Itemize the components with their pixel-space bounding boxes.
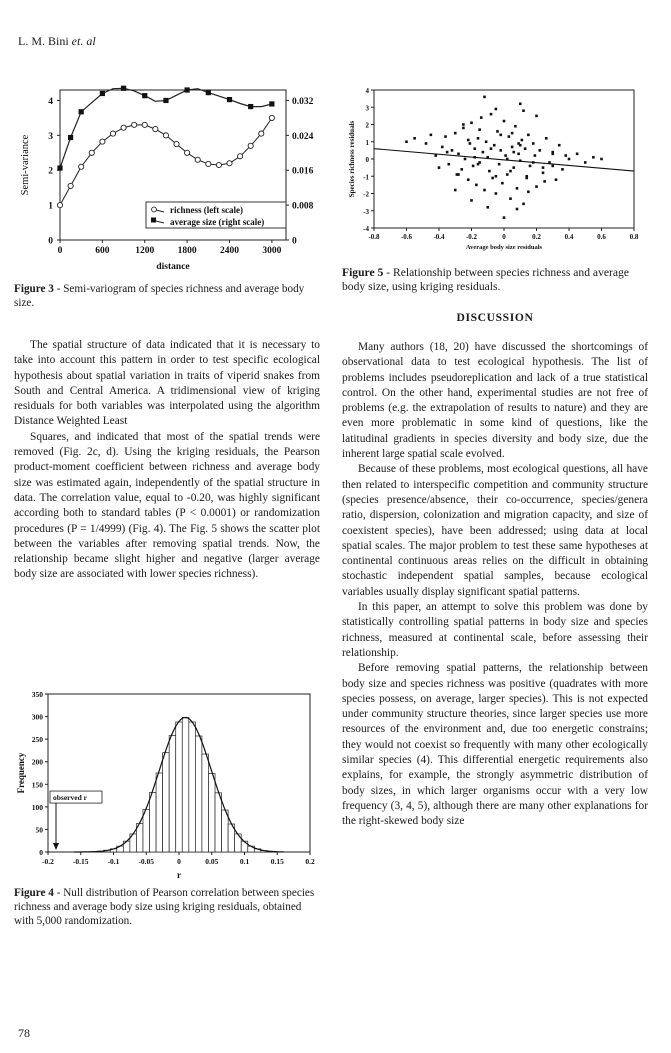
fig5-x-tick-label: 0.6 [597, 233, 606, 241]
fig5-point [457, 153, 460, 156]
fig5-y-tick-label: 2 [365, 121, 369, 130]
fig3-legend-richness-marker [152, 207, 157, 212]
fig3-x-tick-label: 1200 [135, 246, 155, 256]
fig5-point [495, 108, 498, 111]
fig5-point [511, 146, 514, 149]
fig5-y-tick-label: -3 [363, 207, 369, 216]
fig5-point [514, 125, 517, 128]
fig5-point [460, 168, 463, 171]
fig3-size-point [100, 91, 105, 96]
fig4-annotation-label: observed r [53, 793, 87, 803]
fig5-point [467, 178, 470, 181]
fig5-point [441, 146, 444, 149]
fig4-x-tick-label: -0.05 [138, 857, 155, 866]
fig3-richness-point [163, 133, 168, 138]
fig5-point [501, 182, 504, 185]
fig5-point [470, 199, 473, 202]
fig5-point [512, 151, 515, 154]
fig4-bar [156, 773, 163, 852]
fig4-bar [241, 841, 248, 852]
fig5-point [454, 132, 457, 135]
fig5-point [555, 178, 558, 181]
figure-5-scatter [340, 82, 650, 262]
fig5-x-tick-label: 0.8 [629, 233, 639, 241]
fig5-point [483, 189, 486, 192]
fig5-point [551, 165, 554, 168]
figure-5-caption-text: - Relationship between species richness and average body size, using kriging residuals. [342, 266, 629, 293]
fig3-richness-point [259, 131, 264, 136]
fig3-size-point [269, 101, 274, 106]
fig5-point [482, 151, 485, 154]
fig5-point [525, 177, 528, 180]
fig5-x-axis-label: Average body size residuals [465, 244, 543, 251]
right-column-text [342, 340, 648, 830]
fig5-point [517, 153, 520, 156]
fig5-point [521, 139, 524, 142]
fig5-point [561, 168, 564, 171]
fig5-point [568, 158, 571, 161]
fig3-x-tick-label: 0 [57, 246, 63, 256]
fig5-point [576, 153, 579, 156]
fig5-point [503, 120, 506, 123]
running-head [18, 34, 96, 49]
fig5-point [496, 130, 499, 133]
fig5-x-tick-label: 0.2 [532, 233, 541, 241]
fig5-y-tick-label: -1 [363, 173, 369, 182]
page-number: 78 [18, 1026, 30, 1040]
fig5-point [470, 121, 473, 124]
fig5-y-tick-label: 3 [365, 104, 369, 113]
fig5-point [475, 184, 478, 187]
fig4-y-tick-label: 0 [39, 848, 43, 857]
fig5-point [564, 154, 567, 157]
fig5-point [483, 96, 486, 99]
fig5-plot-frame [374, 90, 634, 228]
fig5-point [551, 153, 554, 156]
fig4-x-axis-label: r [177, 870, 181, 880]
fig5-point [477, 137, 480, 140]
fig5-point [511, 132, 514, 135]
figure-3-caption-label: Figure 3 [14, 283, 54, 295]
fig3-richness-point [248, 143, 253, 148]
fig3-richness-line [60, 118, 272, 205]
fig3-left-tick-label: 4 [48, 96, 53, 107]
fig4-bar [189, 722, 196, 852]
fig5-point [600, 158, 603, 161]
fig5-point [447, 163, 450, 166]
fig5-point [538, 149, 541, 152]
fig3-richness-point [174, 141, 179, 146]
fig5-point [508, 135, 511, 138]
right-paragraph-3: In this paper, an attempt to solve this problem was done by statistically controlling spatial patterns in body size and species richness, measured at continental scale, before assessing their relationship. [342, 601, 648, 659]
fig5-point [446, 151, 449, 154]
fig5-x-tick-label: -0.6 [400, 233, 413, 241]
fig3-size-point [248, 104, 253, 109]
fig5-point [478, 128, 481, 131]
fig5-point [522, 203, 525, 206]
figure-5-caption [342, 266, 648, 294]
fig5-point [491, 177, 494, 180]
fig5-point [490, 147, 493, 150]
figure-4-histogram [14, 686, 324, 886]
fig3-richness-point [237, 154, 242, 159]
fig3-right-tick-label: 0.032 [292, 96, 314, 107]
fig3-x-tick-label: 3000 [262, 246, 282, 256]
fig4-bar [176, 722, 183, 852]
fig4-x-tick-label: -0.2 [42, 857, 54, 866]
fig4-bar [182, 717, 189, 852]
fig5-point [430, 134, 433, 137]
fig5-point [405, 140, 408, 143]
fig3-richness-point [227, 161, 232, 166]
fig3-x-tick-label: 2400 [220, 246, 239, 256]
fig5-y-tick-label: 0 [365, 156, 369, 164]
fig3-size-point [142, 93, 147, 98]
fig5-point [425, 142, 428, 145]
running-head-authors: L. M. Bini [18, 34, 69, 48]
fig5-point [473, 147, 476, 150]
fig5-x-tick-label: -0.2 [465, 233, 478, 241]
fig5-point [488, 170, 491, 173]
fig5-point [519, 144, 522, 147]
fig5-point [558, 144, 561, 147]
fig3-richness-point [57, 203, 62, 208]
fig3-richness-point [79, 164, 84, 169]
fig5-point [486, 206, 489, 209]
fig3-richness-point [216, 162, 221, 167]
fig5-y-tick-label: -2 [363, 190, 369, 199]
fig5-point [480, 116, 483, 119]
fig3-right-tick-label: 0.024 [292, 131, 314, 142]
fig3-size-point [206, 90, 211, 95]
fig5-point [444, 135, 447, 138]
fig5-point [457, 173, 460, 176]
fig5-point [495, 175, 498, 178]
fig4-y-tick-label: 100 [31, 802, 43, 812]
fig5-point [493, 144, 496, 147]
fig5-x-tick-label: 0 [502, 233, 506, 241]
fig4-x-tick-label: 0.2 [305, 857, 315, 866]
fig4-y-axis-label: Frequency [16, 752, 26, 794]
fig4-y-tick-label: 300 [31, 712, 43, 722]
fig3-left-tick-label: 1 [48, 201, 53, 212]
fig3-size-point [185, 87, 190, 92]
fig5-point [516, 187, 519, 190]
fig4-bar [143, 810, 150, 852]
left-paragraph-1: The spatial structure of data indicated that it is necessary to take into account this pattern in order to test specific ecological hypothesis about spatial variation in traits of viperid snakes from South and Central America. A tridimensional view of kriging residuals for both variables was interpolated using the algorithm Distance Weighted Least [14, 339, 320, 428]
figure-4-caption-label: Figure 4 [14, 887, 54, 899]
fig5-point [543, 180, 546, 183]
fig5-x-tick-label: -0.4 [433, 233, 445, 241]
fig3-size-point [227, 97, 232, 102]
fig5-point [462, 123, 465, 126]
figure-3-caption-text: - Semi-variogram of species richness and average body size. [14, 283, 305, 309]
fig3-right-tick-label: 0.008 [292, 201, 314, 212]
fig5-point [467, 139, 470, 142]
fig3-richness-point [110, 131, 115, 136]
fig3-size-point [163, 98, 168, 103]
fig4-x-tick-label: 0.05 [205, 857, 219, 866]
fig3-left-tick-label: 3 [48, 131, 53, 142]
fig5-point [522, 109, 525, 112]
fig5-point [534, 154, 537, 157]
fig5-point [527, 134, 530, 137]
fig3-richness-point [121, 125, 126, 130]
fig5-x-tick-label: 0.4 [564, 233, 574, 241]
fig5-y-tick-label: 1 [365, 138, 369, 147]
right-paragraph-1: Many authors (18, 20) have discussed the shortcomings of observational data to test ecological hypothesis. The list of problems includes pseudoreplication and lack of a true statistical control. On the other hand, experimental studies are not free of problems (e.g. the extrapolation of results to nature) and they are even more problematic in some kind of questions, like the latitudinal gradients in species diversity and body size, due the inherent large spatial scale evolved. [342, 341, 648, 461]
fig3-size-point [121, 86, 126, 91]
fig5-point [495, 192, 498, 195]
fig4-bar [150, 792, 157, 852]
fig3-size-point [68, 135, 73, 140]
fig4-y-tick-label: 200 [31, 757, 43, 767]
fig5-point [516, 208, 519, 211]
fig4-bar [169, 736, 176, 852]
fig5-point [485, 140, 488, 143]
right-paragraph-4: Before removing spatial patterns, the relationship between body size and species richness was positive (quadrates with more species possess, on average, larger species). This is not expected under community structure theories, since larger species use more resources of the environment and, due too energetic constrains; they would not coexist so frequently with many other ecologically similar species (4). This differential energetic requirements also explains, for example, the strongly asymmetric distribution of body sizes, in which larger organisms occur with a very low frequency (3, 4, 5), although there are many other explanations for the right-skewed body size [342, 662, 648, 828]
figure-3-semivariogram [14, 82, 332, 282]
fig3-left-tick-label: 2 [48, 166, 53, 177]
fig4-x-tick-label: -0.15 [72, 857, 89, 866]
fig5-point [524, 147, 527, 150]
fig5-point [469, 142, 472, 145]
fig4-bar [195, 736, 202, 852]
fig5-point [535, 185, 538, 188]
fig5-point [545, 137, 548, 140]
fig3-richness-point [68, 183, 73, 188]
fig4-bar [163, 753, 170, 852]
fig5-point [509, 197, 512, 200]
fig3-x-axis-label: distance [156, 262, 190, 272]
fig5-point [506, 173, 509, 176]
left-paragraph-2: Squares, and indicated that most of the spatial trends were removed (Fig. 2c, d). Using the kriging residuals, the Pearson product-moment coefficient between richness and average body size was estimated again, independently of the spatial structure in data. The correlation value, equal to -0.20, was highly significant according both to standard tables (P < 0.0001) or randomization procedures (P = 1/4999) (Fig. 4). The Fig. 5 shows the scatter plot between the variables after removing spatial trends. Now, the relationship became slight higher and negative (larger average body size are associated with lower species richness). [14, 430, 320, 581]
fig3-size-point [57, 165, 62, 170]
fig4-bar [208, 773, 215, 852]
fig4-y-tick-label: 250 [31, 735, 43, 745]
left-column-text [14, 338, 320, 583]
fig3-richness-point [185, 150, 190, 155]
figure-5-caption-label: Figure 5 [342, 266, 384, 279]
fig3-richness-point [142, 122, 147, 127]
fig3-right-tick-label: 0.016 [292, 166, 314, 177]
fig5-y-tick-label: -4 [363, 225, 369, 233]
fig4-x-tick-label: 0.1 [239, 857, 250, 866]
fig4-annotation-arrow-head [53, 843, 59, 850]
fig5-y-axis-label: Species richness residuals [348, 120, 356, 198]
fig5-point [542, 166, 545, 169]
fig5-point [519, 103, 522, 106]
fig5-point [434, 154, 437, 157]
fig3-size-point [79, 109, 84, 114]
fig5-x-tick-label: -0.8 [368, 233, 380, 241]
fig5-point [532, 142, 535, 145]
fig3-richness-point [206, 161, 211, 166]
fig5-point [527, 190, 530, 193]
fig3-legend-richness-label: richness (left scale) [170, 205, 243, 215]
fig3-richness-point [195, 157, 200, 162]
fig4-x-tick-label: 0 [177, 857, 181, 866]
fig4-y-tick-label: 150 [31, 780, 43, 790]
running-head-etal: et. al [71, 34, 96, 48]
fig4-x-tick-label: 0.15 [270, 857, 284, 866]
fig5-point [584, 161, 587, 164]
fig5-point [503, 216, 506, 219]
fig5-point [499, 134, 502, 137]
fig3-richness-point [89, 150, 94, 155]
fig3-legend-size-label: average size (right scale) [170, 217, 265, 227]
fig3-x-tick-label: 1800 [177, 246, 197, 256]
fig3-right-tick-label: 0 [292, 236, 297, 247]
fig5-point [438, 166, 441, 169]
fig3-left-tick-label: 0 [48, 236, 53, 247]
fig5-point [529, 165, 532, 168]
figure-4-caption [14, 886, 320, 928]
fig3-richness-point [269, 115, 274, 120]
fig5-fit-line [374, 149, 634, 171]
fig5-point [462, 127, 465, 130]
fig4-y-tick-label: 50 [35, 825, 43, 835]
figure-3-caption [14, 282, 320, 310]
fig5-point [413, 137, 416, 140]
section-title-discussion: DISCUSSION [456, 311, 534, 324]
fig5-point [512, 166, 515, 169]
fig5-point [498, 163, 501, 166]
fig5-point [509, 170, 512, 173]
fig5-point [451, 149, 454, 152]
fig5-point [490, 113, 493, 116]
fig3-y-axis-label: Semi-variance [20, 134, 31, 196]
fig5-point [535, 115, 538, 118]
fig4-bar [202, 754, 209, 852]
fig4-bar [215, 793, 222, 852]
fig3-richness-point [153, 126, 158, 131]
figure-4-caption-text: - Null distribution of Pearson correlation between species richness and average body size using kriging residuals, obtained with 5,000 randomization. [14, 887, 315, 927]
fig5-point [592, 156, 595, 159]
fig3-richness-point [100, 139, 105, 144]
fig5-point [542, 172, 545, 175]
fig5-point [477, 163, 480, 166]
fig5-y-tick-label: 4 [365, 87, 369, 95]
right-paragraph-2: Because of these problems, most ecological questions, all have then related to interspecific competition and community structure (species presence/absence, their co-occurrence, species/genera ratio, dispersion, colonization and migration capacity, and size of coexistent species), have been addressed; using data at local spatial scales. The major problem to test these same hypotheses at continental continuous areas relies on the difficult in obtaining stochastic independent spatial samples, because ecological variables usually display significant spatial patterns. [342, 463, 648, 598]
fig5-point [454, 189, 457, 192]
fig5-point [464, 158, 467, 161]
fig3-richness-point [132, 122, 137, 127]
fig3-legend-size-marker [151, 218, 156, 223]
fig4-y-tick-label: 350 [31, 690, 43, 699]
fig3-x-tick-label: 600 [95, 246, 110, 256]
fig5-point [499, 149, 502, 152]
fig5-point [504, 154, 507, 157]
fig4-x-tick-label: -0.1 [107, 857, 120, 866]
fig5-point [472, 165, 475, 168]
fig4-bar [222, 810, 229, 852]
